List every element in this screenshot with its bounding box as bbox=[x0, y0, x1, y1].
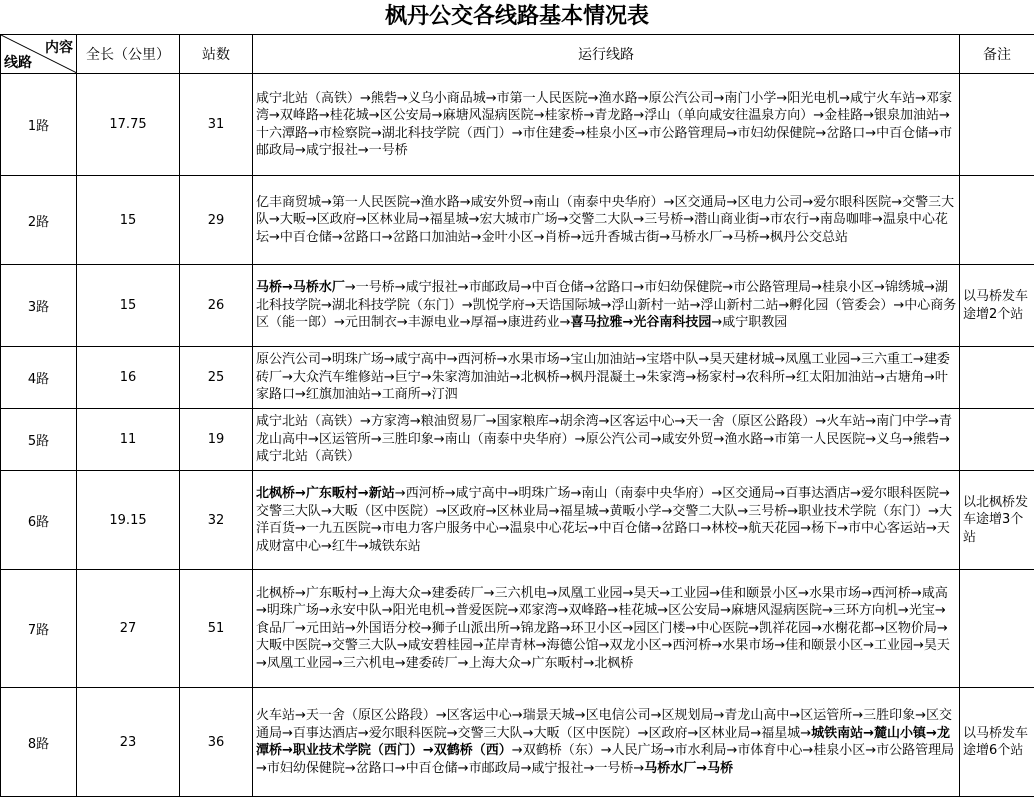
route-segment: 咸宁北站（高铁）→熊砦→义乌小商品城→市第一人民医院→渔水路→原公汽公司→南门小学→阳光电机→咸宁火车站→邓家湾→双峰路→桂花城→区公安局→麻塘风湿病医院→桂家桥→青龙路→浮山（单向咸安往温泉方向）→金桂路→银泉加油站→十六潭路→市检察院→湖北科技学院（西门）→市住建委→桂泉小区→市公路管理局→市妇幼保健院→岔路口→中百仓储→市邮政局→咸宁报社→一号桥 bbox=[256, 91, 952, 159]
length-cell: 23 bbox=[77, 688, 180, 797]
note-cell bbox=[960, 409, 1034, 471]
route-segment: 亿丰商贸城→第一人民医院→渔水路→咸安外贸→南山（南泰中央华府）→区交通局→区电力公司→爱尔眼科医院→交警三大队→大畈→区政府→区林业局→福星城→宏大城市广场→交警二大队→三号桥→潜山商业街→市农行→南岛咖啡→温泉中心花坛→中百仓储→岔路口→岔路口加油站→金叶小区→肖桥→远升香城古街→马桥水厂→马桥→枫丹公交总站 bbox=[256, 195, 954, 245]
route-segment: →双鹤桥（东）→人民广场→市水利局→市体育中心→桂泉小区→市公路管理局→市妇幼保健院→岔路口→中百仓储→市邮政局→咸宁报社→一号桥→ bbox=[256, 743, 954, 776]
note-cell: 以马桥发车途增2个站 bbox=[960, 265, 1034, 347]
line-name-cell: 3路 bbox=[1, 265, 77, 347]
table-row bbox=[1, 409, 1034, 471]
note-cell: 以北枫桥发车途增3个站 bbox=[960, 471, 1034, 570]
route-cell bbox=[253, 74, 960, 176]
table-row bbox=[1, 570, 1034, 688]
line-name-cell: 8路 bbox=[1, 688, 77, 797]
header-note: 备注 bbox=[960, 35, 1034, 74]
length-cell: 15 bbox=[77, 176, 180, 265]
route-segment: 北枫桥→广东畈村→上海大众→建委砖厂→三六机电→凤凰工业园→昊天→工业园→佳和颐景小区→水果市场→西河桥→咸高→明珠广场→永安中队→阳光电机→普爱医院→邓家湾→双峰路→桂花城→区公安局→麻塘风湿病医院→三环方向机→光宝→食品厂→元田站→外国语分校→狮子山派出所→锦龙路→环卫小区→园区门楼→中心医院→凯祥花园→水榭花都→区物价局→大畈中医院→交警三大队→咸安碧桂园→芷岸青林→海德公馆→双龙小区→西河桥→水果市场→佳和颐景小区→工业园→昊天→凤凰工业园→三六机电→建委砖厂→上海大众→广东畈村→北枫桥 bbox=[256, 586, 950, 671]
route-cell bbox=[253, 409, 960, 471]
length-cell: 19.15 bbox=[77, 471, 180, 570]
table-row bbox=[1, 265, 1034, 347]
table-row bbox=[1, 176, 1034, 265]
table-row bbox=[1, 688, 1034, 797]
line-name-cell: 6路 bbox=[1, 471, 77, 570]
route-cell bbox=[253, 347, 960, 409]
route-cell bbox=[253, 570, 960, 688]
table-row bbox=[1, 74, 1034, 176]
line-name-cell: 7路 bbox=[1, 570, 77, 688]
line-name-cell: 1路 bbox=[1, 74, 77, 176]
header-stops: 站数 bbox=[180, 35, 253, 74]
stops-cell: 36 bbox=[180, 688, 253, 797]
header-length: 全长（公里） bbox=[77, 35, 180, 74]
bus-routes-table bbox=[0, 34, 1034, 797]
page-title: 枫丹公交各线路基本情况表 bbox=[0, 0, 1034, 34]
note-cell bbox=[960, 176, 1034, 265]
note-cell bbox=[960, 570, 1034, 688]
route-segment-bold: 北枫桥→广东畈村→新站 bbox=[256, 486, 395, 501]
line-name-cell: 2路 bbox=[1, 176, 77, 265]
length-cell: 17.75 bbox=[77, 74, 180, 176]
header-route: 运行线路 bbox=[253, 35, 960, 74]
line-name-cell: 4路 bbox=[1, 347, 77, 409]
corner-header-content: 内容 bbox=[45, 37, 73, 57]
route-segment: →咸宁职教园 bbox=[711, 315, 787, 330]
corner-header-line: 线路 bbox=[4, 52, 32, 72]
route-segment-bold: 喜马拉雅→光谷南科技园 bbox=[570, 315, 711, 330]
route-segment-bold: 城铁南站→麓山小镇→龙潭桥→职业技术学院（西门）→双鹤桥（西） bbox=[256, 726, 950, 759]
route-cell bbox=[253, 265, 960, 347]
stops-cell: 19 bbox=[180, 409, 253, 471]
note-cell bbox=[960, 347, 1034, 409]
table-row bbox=[1, 471, 1034, 570]
route-segment: 原公汽公司→明珠广场→咸宁高中→西河桥→水果市场→宝山加油站→宝塔中队→昊天建材城→凤凰工业园→三六重工→建委砖厂→大众汽车维修站→巨宁→朱家湾加油站→北枫桥→枫丹混凝土→朱家湾→杨家村→农科所→红太阳加油站→古塘角→叶家路口→红旗加油站→工商所→汀泗 bbox=[256, 352, 950, 402]
length-cell: 15 bbox=[77, 265, 180, 347]
stops-cell: 25 bbox=[180, 347, 253, 409]
route-segment-bold: 马桥水厂→马桥 bbox=[644, 761, 733, 776]
route-segment: →西河桥→咸宁高中→明珠广场→南山（南泰中央华府）→区交通局→百事达酒店→爱尔眼科医院→交警三大队→大畈（区中医院）→区政府→区林业局→福星城→黄畈小学→交警二大队→三号桥→职业技术学院（东门）→大洋百货→一九五医院→市电力客户服务中心→温泉中心花坛→中百仓储→岔路口→林校→航天花园→杨下→市中心客运站→天成财富中心→红牛→城铁东站 bbox=[256, 486, 952, 554]
route-segment: 火车站→天一舍（原区公路段）→区客运中心→瑞景天城→区电信公司→区规划局→青龙山高中→区运管所→三胜印象→区交通局→百事达酒店→爱尔眼科医院→交警三大队→大畈（区中医院）→区政府→区林业局→福星城→ bbox=[256, 708, 952, 741]
stops-cell: 51 bbox=[180, 570, 253, 688]
table-header-row bbox=[1, 35, 1034, 74]
corner-header-cell bbox=[1, 35, 77, 74]
stops-cell: 29 bbox=[180, 176, 253, 265]
stops-cell: 32 bbox=[180, 471, 253, 570]
length-cell: 16 bbox=[77, 347, 180, 409]
note-cell bbox=[960, 74, 1034, 176]
route-segment-bold: 马桥→马桥水厂 bbox=[256, 280, 345, 295]
length-cell: 27 bbox=[77, 570, 180, 688]
route-cell bbox=[253, 471, 960, 570]
route-cell bbox=[253, 688, 960, 797]
table-row bbox=[1, 347, 1034, 409]
route-segment: →一号桥→咸宁报社→市邮政局→中百仓储→岔路口→市妇幼保健院→市公路管理局→桂泉小区→锦绣城→湖北科技学院→湖北科技学院（东门）→凯悦学府→天诰国际城→浮山新村一站→浮山新村二站→孵化园（管委会）→中心商务区（能一郎）→元田制衣→丰源电业→厚福→康进药业→ bbox=[256, 280, 956, 330]
line-name-cell: 5路 bbox=[1, 409, 77, 471]
note-cell: 以马桥发车途增6个站 bbox=[960, 688, 1034, 797]
stops-cell: 26 bbox=[180, 265, 253, 347]
length-cell: 11 bbox=[77, 409, 180, 471]
stops-cell: 31 bbox=[180, 74, 253, 176]
route-cell bbox=[253, 176, 960, 265]
route-segment: 咸宁北站（高铁）→方家湾→粮油贸易厂→国家粮库→胡余湾→区客运中心→天一舍（原区公路段）→火车站→南门中学→青龙山高中→区运管所→三胜印象→南山（南泰中央华府）→原公汽公司→咸安外贸→渔水路→市第一人民医院→义乌→熊砦→咸宁北站（高铁） bbox=[256, 414, 952, 464]
